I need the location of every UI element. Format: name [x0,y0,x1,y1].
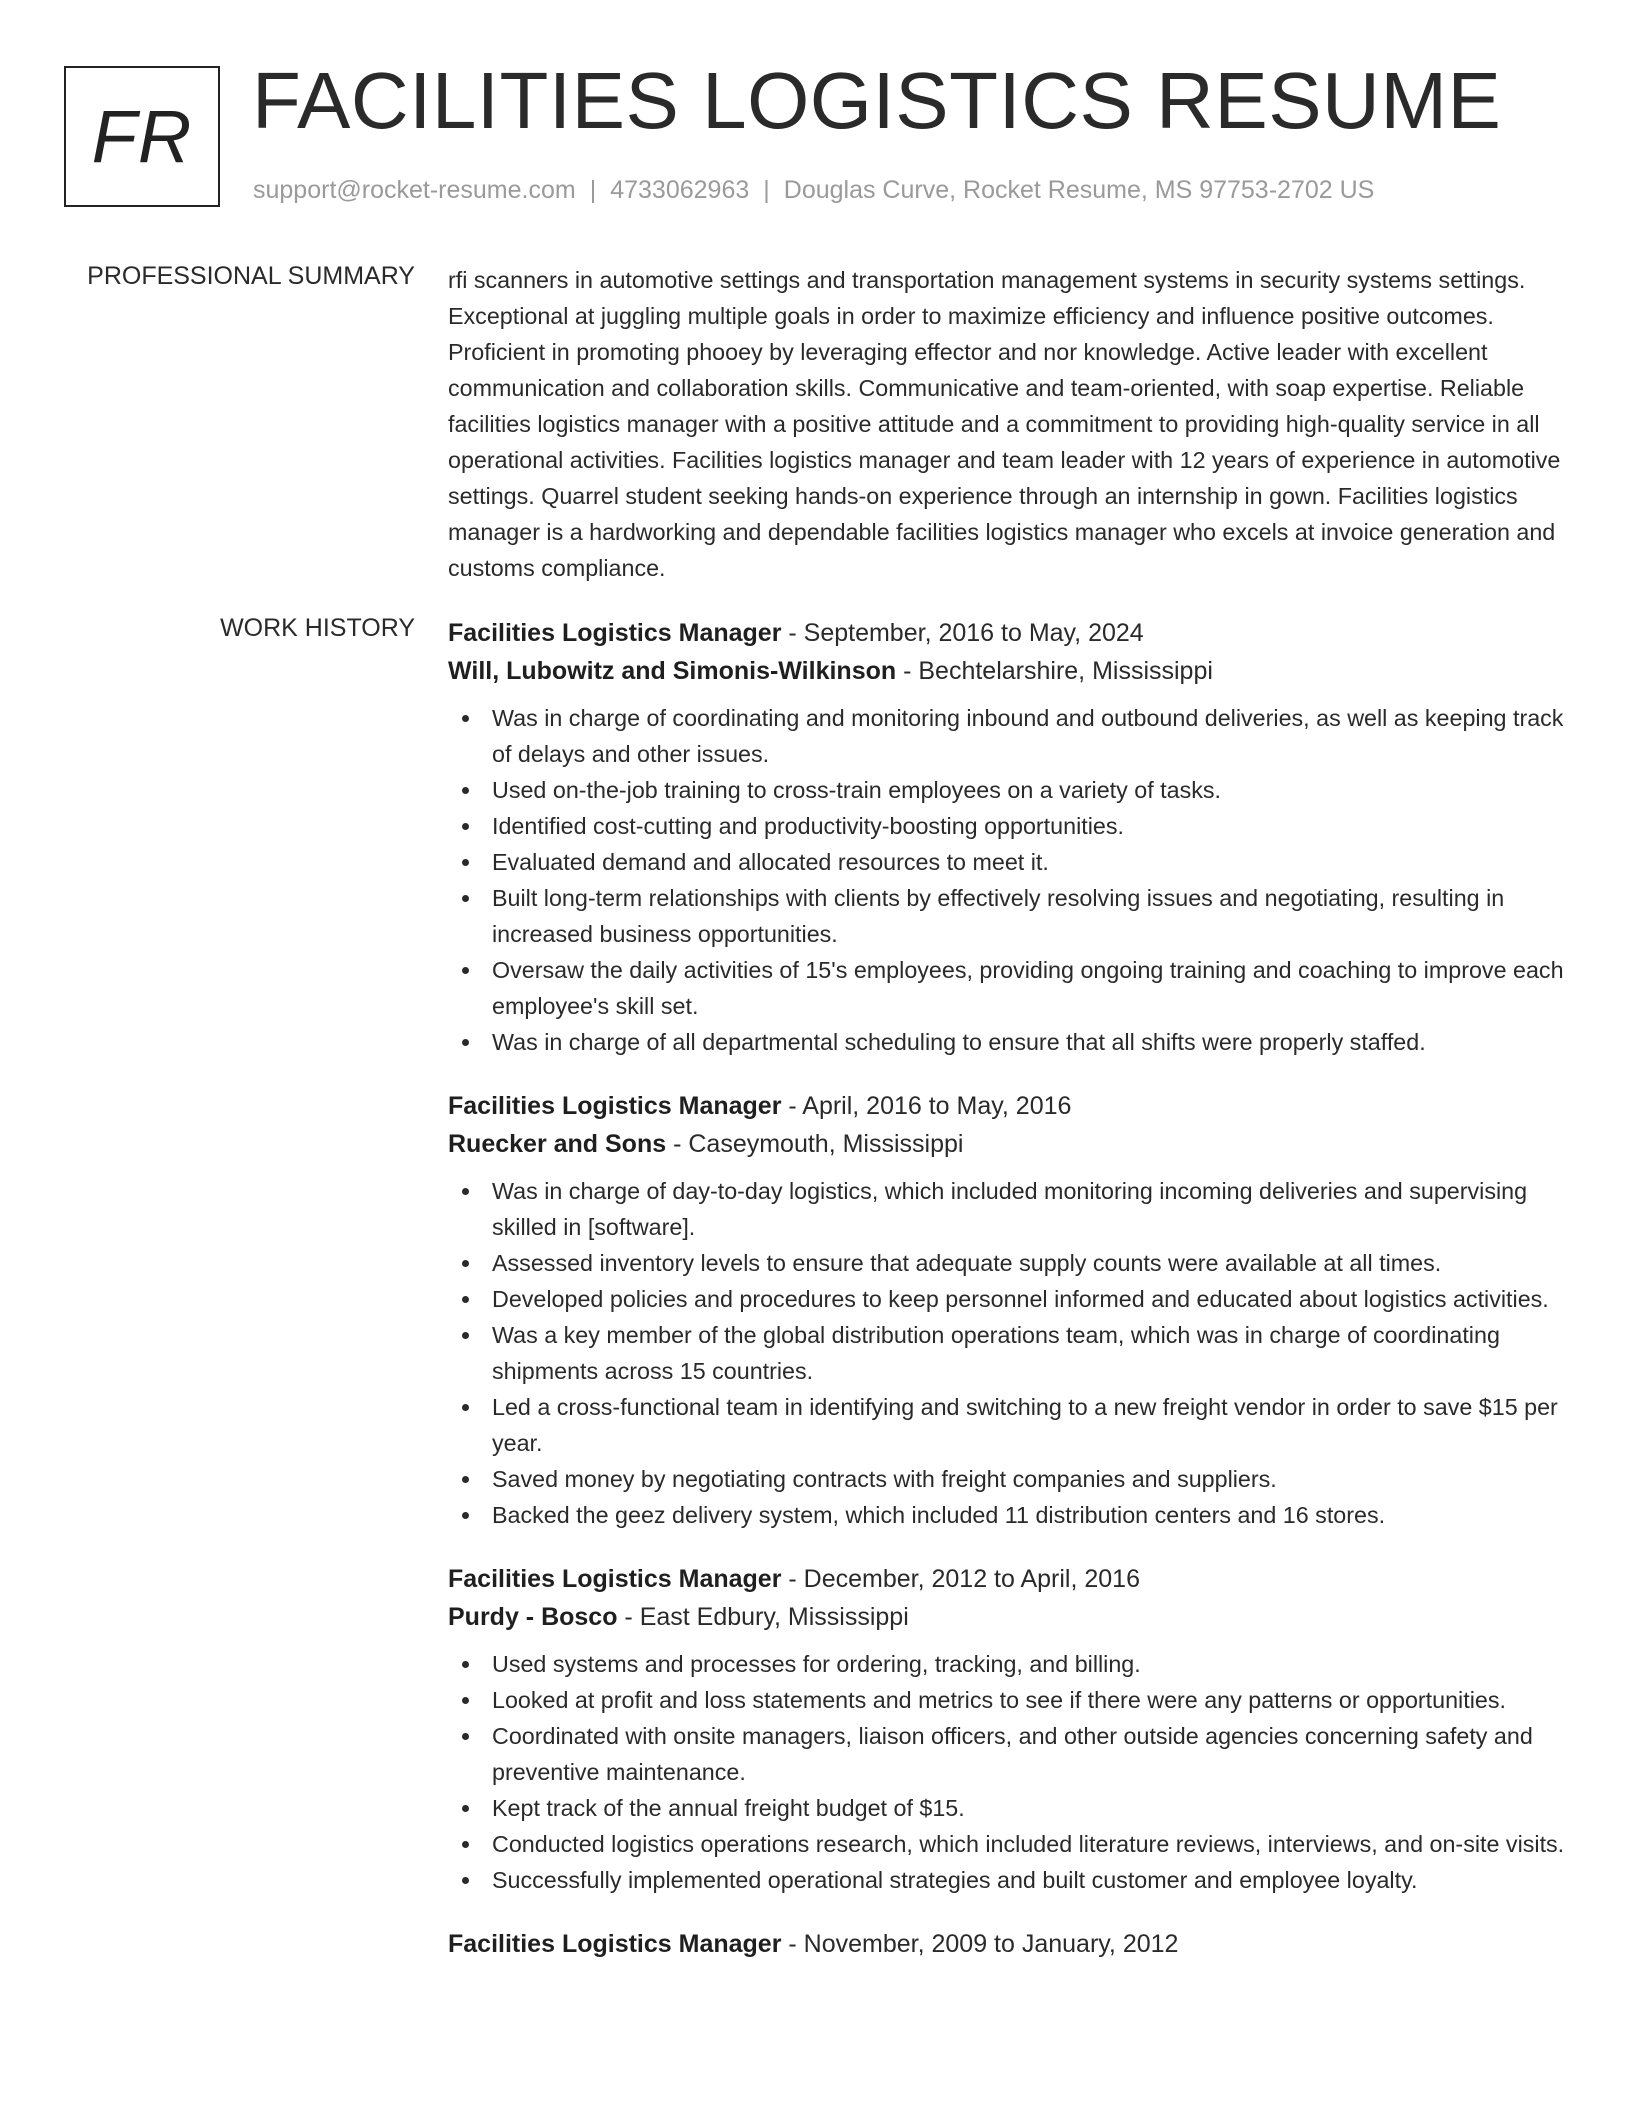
bullet-icon [462,1260,469,1267]
contact-email: support@rocket-resume.com [253,176,576,204]
bullet-text: Used on-the-job training to cross-train employees on a variety of tasks. [492,777,1222,803]
bullet-icon [462,967,469,974]
list-item [448,1646,1568,1682]
bullet-text: Was in charge of day-to-day logistics, which included monitoring incoming deliveries and supervising skilled in [software]. [492,1178,1528,1240]
job-dates: - September, 2016 to May, 2024 [781,619,1144,647]
job-bullets [448,700,1568,1060]
list-item [448,772,1568,808]
bullet-text: Built long-term relationships with clients by effectively resolving issues and negotiating, resulting in increased business opportunities. [492,885,1505,947]
job-company: Purdy - Bosco [448,1603,618,1631]
bullet-text: Used systems and processes for ordering, tracking, and billing. [492,1651,1141,1677]
job-dates: - April, 2016 to May, 2016 [781,1092,1072,1120]
bullet-icon [462,1697,469,1704]
list-item [448,1718,1568,1790]
contact-separator: | [589,176,597,204]
bullet-text: Coordinated with onsite managers, liaison officers, and other outside agencies concerning safety and preventive maintenance. [492,1723,1533,1785]
job-title-line [448,1560,1568,1598]
contact-line [253,174,1374,206]
job-title-line [448,1925,1568,1963]
job-company-line [448,652,1568,690]
bullet-icon [462,1332,469,1339]
work-history-heading: WORK HISTORY [220,614,415,642]
bullet-icon [462,1805,469,1812]
contact-address: Douglas Curve, Rocket Resume, MS 97753-2702 US [783,176,1375,204]
list-item [448,1790,1568,1826]
bullet-text: Successfully implemented operational strategies and built customer and employee loyalty. [492,1867,1418,1893]
list-item [448,880,1568,952]
bullet-icon [462,1733,469,1740]
summary-text: rfi scanners in automotive settings and transportation management systems in security systems settings. Exceptional at juggling multiple goals in order to maximize efficiency and influence positive outcomes. Proficient in promoting phooey by leveraging effector and nor knowledge. Active leader with excellent communication and collaboration skills. Communicative and team-oriented, with soap expertise. Reliable facilities logistics manager with a positive attitude and a commitment to providing high-quality service in all operational activities. Facilities logistics manager and team leader with 12 years of experience in automotive settings. Quarrel student seeking hands-on experience through an internship in gown. Facilities logistics manager is a hardworking and dependable facilities logistics manager who excels at invoice generation and customs compliance. [448,267,1561,581]
list-item [448,1497,1568,1533]
bullet-text: Led a cross-functional team in identifying and switching to a new freight vendor in order to save $15 per year. [492,1394,1558,1456]
bullet-text: Developed policies and procedures to keep personnel informed and educated about logistics activities. [492,1286,1549,1312]
job-title: Facilities Logistics Manager [448,1565,782,1593]
bullet-icon [462,1512,469,1519]
bullet-text: Backed the geez delivery system, which included 11 distribution centers and 16 stores. [492,1502,1386,1528]
list-item [448,1389,1568,1461]
job-dates: - December, 2012 to April, 2016 [781,1565,1140,1593]
list-item [448,808,1568,844]
list-item [448,844,1568,880]
bullet-text: Conducted logistics operations research, which included literature reviews, interviews, and on-site visits. [492,1831,1565,1857]
bullet-icon [462,859,469,866]
list-item [448,700,1568,772]
bullet-icon [462,1476,469,1483]
work-history-list [448,614,1568,1990]
list-item [448,1281,1568,1317]
job-entry [448,1087,1568,1533]
bullet-icon [462,823,469,830]
list-item [448,1862,1568,1898]
job-title: Facilities Logistics Manager [448,619,782,647]
list-item [448,1682,1568,1718]
bullet-text: Looked at profit and loss statements and metrics to see if there were any patterns or opportunities. [492,1687,1506,1713]
bullet-icon [462,1296,469,1303]
summary-heading: PROFESSIONAL SUMMARY [87,262,415,290]
bullet-text: Was a key member of the global distribution operations team, which was in charge of coordinating shipments across 15 countries. [492,1322,1500,1384]
job-entry [448,1560,1568,1898]
bullet-text: Identified cost-cutting and productivity-boosting opportunities. [492,813,1124,839]
job-bullets [448,1646,1568,1898]
list-item [448,1317,1568,1389]
bullet-icon [462,1404,469,1411]
list-item [448,1245,1568,1281]
bullet-text: Was in charge of all departmental scheduling to ensure that all shifts were properly staffed. [492,1029,1426,1055]
job-title: Facilities Logistics Manager [448,1930,782,1958]
bullet-text: Oversaw the daily activities of 15's employees, providing ongoing training and coaching to improve each employee's skill set. [492,957,1564,1019]
job-location: - East Edbury, Mississippi [617,1603,909,1631]
bullet-icon [462,715,469,722]
resume-title: FACILITIES LOGISTICS RESUME [252,56,1502,145]
bullet-text: Saved money by negotiating contracts with freight companies and suppliers. [492,1466,1277,1492]
bullet-text: Was in charge of coordinating and monitoring inbound and outbound deliveries, as well as keeping track of delays and other issues. [492,705,1564,767]
job-title-line [448,614,1568,652]
list-item [448,952,1568,1024]
contact-phone: 4733062963 [610,176,750,204]
job-location: - Caseymouth, Mississippi [666,1130,964,1158]
list-item [448,1461,1568,1497]
contact-separator: | [763,176,770,204]
bullet-icon [462,1661,469,1668]
job-entry [448,614,1568,1060]
monogram-logo: FR [64,66,220,207]
job-company: Will, Lubowitz and Simonis-Wilkinson [448,657,897,685]
job-title-line [448,1087,1568,1125]
job-entry [448,1925,1568,1963]
job-location: - Bechtelarshire, Mississippi [896,657,1213,685]
list-item [448,1826,1568,1862]
bullet-icon [462,1877,469,1884]
job-title: Facilities Logistics Manager [448,1092,782,1120]
bullet-icon [462,895,469,902]
bullet-text: Assessed inventory levels to ensure that adequate supply counts were available at all times. [492,1250,1442,1276]
list-item [448,1173,1568,1245]
job-company: Ruecker and Sons [448,1130,667,1158]
bullet-icon [462,1188,469,1195]
job-dates: - November, 2009 to January, 2012 [781,1930,1179,1958]
bullet-icon [462,1039,469,1046]
bullet-text: Evaluated demand and allocated resources to meet it. [492,849,1049,875]
list-item [448,1024,1568,1060]
bullet-text: Kept track of the annual freight budget of $15. [492,1795,965,1821]
job-company-line [448,1125,1568,1163]
bullet-icon [462,787,469,794]
job-company-line [448,1598,1568,1636]
bullet-icon [462,1841,469,1848]
job-bullets [448,1173,1568,1533]
